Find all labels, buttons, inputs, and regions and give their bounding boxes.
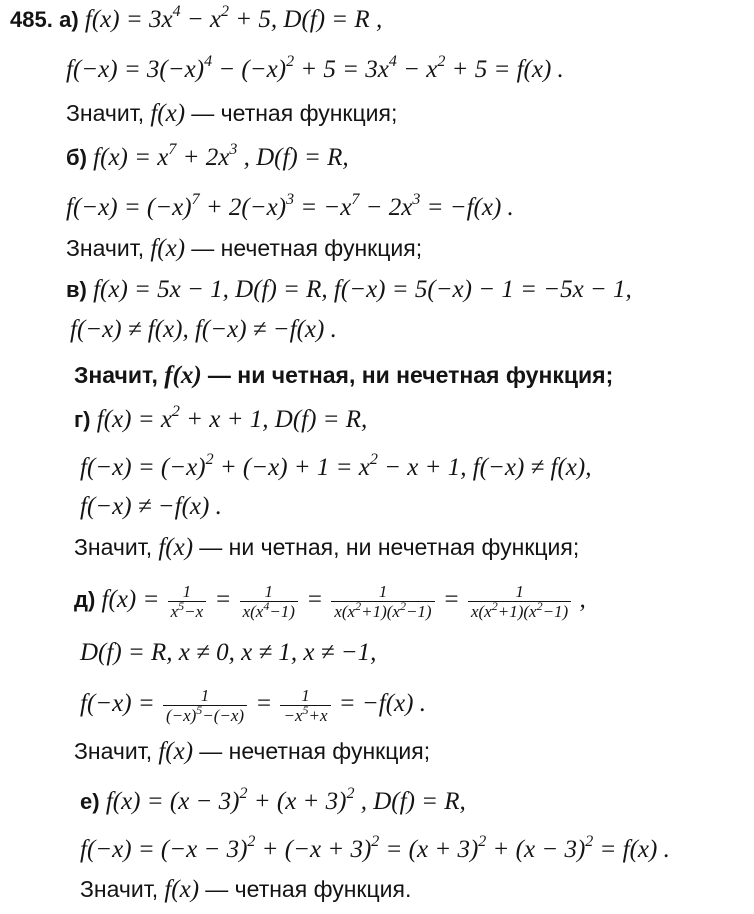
part-e-line-2: $f(-x) = (-x - 3)^2 + (-x + 3)^2 = (x + 3)^2 + (x - 3)^2 = f(x)$ . xyxy=(80,833,670,863)
part-g-conclusion: Значит, f(x) — ни четная, ни нечетная функция; xyxy=(74,534,580,561)
fraction-4: $\frac{1}{x(x^2+1)(x^2-1)}$ xyxy=(468,582,571,621)
fraction-2: $\frac{1}{x(x^4-1)}$ xyxy=(240,582,298,621)
part-d-conclusion: Значит, f(x) — нечетная функция; xyxy=(74,738,431,765)
part-g-line-1 xyxy=(74,405,367,435)
part-g-line-2: $f(-x) = (-x)^2 + (-x) + 1 = x^2 - x + 1$, f(−x) ≠ f(x), xyxy=(80,451,592,481)
fraction-1: $\frac{1}{x^5-x}$ xyxy=(168,582,207,621)
part-a-formula: $f(x) = 3x^4 - x^2 + 5$, D(f) = R , xyxy=(84,3,383,33)
part-e-line-1 xyxy=(80,787,466,817)
problem-number: 485. xyxy=(10,7,53,32)
part-a-label: а) xyxy=(59,7,79,32)
part-g-formula: $f(x) = x^2 + x + 1$, D(f) = R, xyxy=(96,403,368,433)
part-v-line-1 xyxy=(66,275,632,305)
part-a-line-1 xyxy=(10,5,382,35)
part-b-line-1 xyxy=(66,143,349,173)
part-v-line-2: f(−x) ≠ f(x), f(−x) ≠ −f(x) . xyxy=(70,316,337,343)
part-d-label: д) xyxy=(74,587,96,613)
fraction-5: $\frac{1}{(-x)^5-(-x)}$ xyxy=(163,686,247,725)
fraction-3: $\frac{1}{x(x^2+1)(x^2-1)}$ xyxy=(331,582,434,621)
part-d-line-3: f(−x) = $\frac{1}{(-x)^5-(-x)}$ = $\frac{1}{-x^5+x}$ = −f(x) . xyxy=(80,686,426,725)
part-e-conclusion: Значит, f(x) — четная функция. xyxy=(80,876,412,903)
fraction-6: $\frac{1}{-x^5+x}$ xyxy=(280,686,330,725)
part-b-formula: $f(x) = x^7 + 2x^3$ , D(f) = R, xyxy=(93,141,349,171)
part-g-line-3: f(−x) ≠ −f(x) . xyxy=(80,493,222,520)
part-b-label: б) xyxy=(66,145,87,170)
part-v-conclusion: Значит, f(x) — ни четная, ни нечетная функция; xyxy=(74,362,614,389)
part-e-formula: $f(x) = (x - 3)^2 + (x + 3)^2$ , D(f) = R, xyxy=(105,785,466,815)
part-e-label: е) xyxy=(80,789,100,814)
part-d-line-2: D(f) = R, x ≠ 0, x ≠ 1, x ≠ −1, xyxy=(80,639,377,666)
part-a-line-2: $f(-x) = 3(-x)^4 - (-x)^2 + 5 = 3x^4 - x^2 + 5 = f(x)$ . xyxy=(66,53,564,83)
part-a-conclusion: Значит, f(x) — четная функция; xyxy=(66,100,398,127)
part-b-conclusion: Значит, f(x) — нечетная функция; xyxy=(66,235,423,262)
part-v-formula: f(x) = 5x − 1, D(f) = R, f(−x) = 5(−x) − 1 = −5x − 1, xyxy=(93,276,632,303)
part-g-label: г) xyxy=(74,407,91,432)
part-d-line-1: д) f(x) = $\frac{1}{x^5-x}$ = $\frac{1}{x(x^4-1)}$ = $\frac{1}{x(x^2+1)(x^2-1)}$ = $\frac{1}{x(x^2+1)(x^2-1)}$ , xyxy=(74,582,586,621)
part-b-line-2: $f(-x) = (-x)^7 + 2(-x)^3 = -x^7 - 2x^3 = -f(x)$ . xyxy=(66,191,514,221)
part-v-label: в) xyxy=(66,277,87,302)
